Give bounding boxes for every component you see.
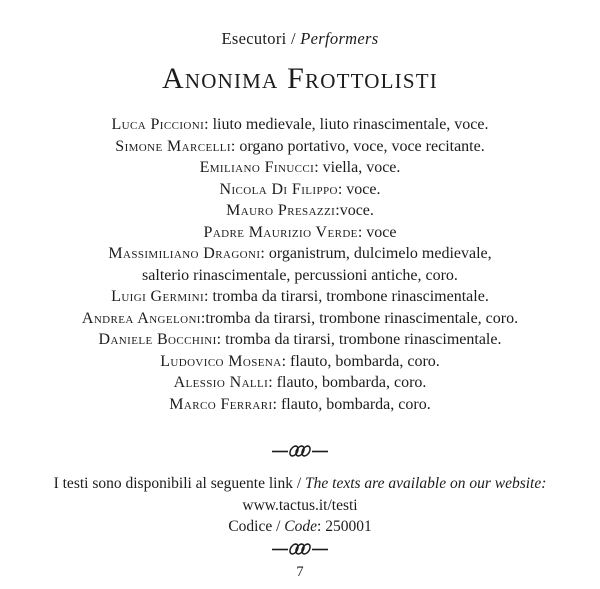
performer-row [0, 329, 600, 351]
performer-separator: : [230, 137, 240, 155]
code-separator: / [272, 518, 285, 536]
texts-note-separator: / [292, 475, 306, 492]
performer-name: Alessio Nalli [173, 374, 269, 391]
performer-row [0, 372, 600, 394]
website-url: www.tactus.it/testi [242, 496, 358, 514]
performer-separator: : [335, 202, 340, 219]
performer-name: Daniele Bocchini [98, 331, 217, 348]
performer-row [0, 136, 600, 158]
performer-separator: : [357, 223, 367, 241]
performer-roles: flauto, bombarda, coro. [280, 395, 431, 413]
performer-separator: : [281, 352, 291, 370]
performer-roles: viella, voce. [322, 159, 401, 176]
performer-name: Luca Piccioni [111, 116, 205, 133]
divider-ornament [0, 541, 600, 557]
texts-note [0, 473, 600, 495]
performer-separator: : [200, 309, 206, 327]
performer-separator: : [337, 180, 347, 198]
performer-row [0, 222, 600, 244]
code-line [0, 516, 600, 538]
performer-name: Marco Ferrari [169, 395, 273, 413]
performer-roles: tromba da tirarsi, trombone rinascimentale. [212, 288, 489, 305]
performer-name: Simone Marcelli [115, 137, 231, 155]
performer-row [0, 351, 600, 373]
performer-row [0, 157, 600, 179]
performer-roles: flauto, bombarda, coro. [290, 352, 440, 370]
performers-list [0, 114, 600, 415]
performer-separator: : [314, 159, 323, 176]
texts-note-english: The texts are available on our website: [305, 475, 547, 492]
performer-separator: : [204, 288, 213, 305]
performer-name: Ludovico Mosena [160, 352, 282, 370]
performer-name: Luigi Germini [111, 288, 205, 305]
performer-row [0, 286, 600, 308]
performer-roles: voce [366, 223, 397, 241]
performer-roles: liuto medievale, liuto rinascimentale, voce. [212, 116, 489, 133]
performer-name: Padre Maurizio Verde [203, 223, 358, 241]
performer-name: Emiliano Finucci [199, 159, 315, 176]
performer-separator: : [268, 374, 277, 391]
code-value: 250001 [325, 518, 372, 536]
footer-notes [0, 473, 600, 538]
page-title: Anonima Frottolisti [162, 62, 438, 95]
performer-separator: : [272, 395, 281, 413]
code-label-italian: Codice [228, 518, 273, 536]
section-header [0, 29, 600, 48]
code-colon: : [317, 518, 326, 536]
page-number: 7 [296, 564, 304, 581]
performer-roles: tromba da tirarsi, trombone rinascimentale, coro. [205, 309, 519, 327]
performer-row-continuation: salterio rinascimentale, percussioni antiche, coro. [142, 266, 458, 284]
performer-row [0, 200, 600, 222]
performer-roles: organo portativo, voce, voce recitante. [239, 137, 485, 155]
section-header-italian: Esecutori [221, 29, 287, 48]
performer-roles: tromba da tirarsi, trombone rinascimentale. [225, 331, 502, 348]
performer-separator: : [204, 116, 213, 133]
performer-name: Nicola Di Filippo [219, 180, 338, 198]
performer-row [0, 394, 600, 416]
performer-row [0, 308, 600, 330]
section-header-english: Performers [300, 29, 379, 48]
section-header-separator: / [286, 29, 301, 48]
performer-name: Massimiliano Dragoni [108, 245, 261, 262]
performer-name: Mauro Presazzi [226, 202, 336, 219]
rope-twist-ornament-icon [271, 442, 329, 459]
performer-row [0, 114, 600, 136]
performer-row [0, 179, 600, 201]
performer-roles: voce. [339, 202, 374, 219]
performer-roles: flauto, bombarda, coro. [276, 374, 427, 391]
performer-separator: : [260, 245, 269, 262]
texts-note-italian: I testi sono disponibili al seguente link [53, 475, 293, 492]
performer-roles: voce. [346, 180, 381, 198]
divider-ornament [0, 443, 600, 459]
performer-separator: : [216, 331, 226, 348]
performer-name: Andrea Angeloni [81, 309, 201, 327]
rope-twist-ornament-icon [271, 540, 329, 557]
performer-roles: organistrum, dulcimelo medievale, [268, 245, 492, 262]
code-label-english: Code [284, 518, 317, 536]
performer-row [0, 243, 600, 265]
